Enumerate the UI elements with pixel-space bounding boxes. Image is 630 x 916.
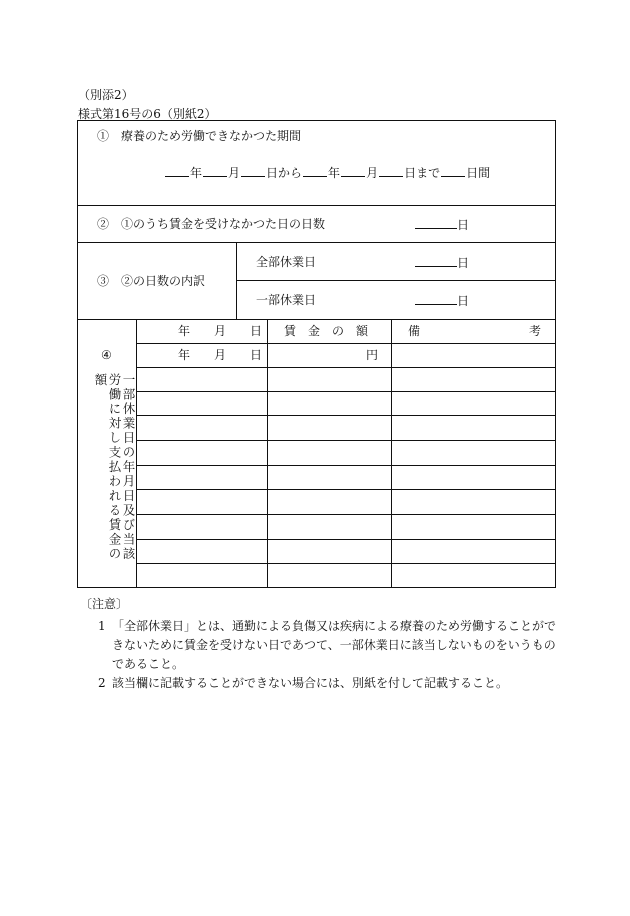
column-divider [136,319,137,587]
note-number: 2 [98,676,106,690]
row-divider [136,367,555,368]
unit-month: 月 [214,348,227,362]
row-divider [136,539,555,540]
row-divider [136,415,555,416]
section2-days-blank[interactable] [415,217,457,229]
column-divider [236,242,237,319]
year-blank[interactable] [165,165,189,177]
col-header-wage: 賃 金 の 額 [284,324,369,338]
month-blank[interactable] [203,165,227,177]
note-text: 該当欄に記載することができない場合には、別紙を付して記載すること。 [112,676,509,690]
day-blank[interactable] [241,165,265,177]
section2-days-field [415,217,469,232]
row-divider [78,319,555,320]
note-item [80,674,560,693]
row-divider [78,205,555,206]
unit-yen: 円 [366,348,379,362]
full-leave-unit: 日 [457,256,470,270]
partial-leave-unit: 日 [457,294,470,308]
full-leave-label: 全部休業日 [256,255,317,269]
note-item [80,617,560,674]
section1-label: ① 療養のため労働できなかつた期間 [97,129,302,143]
section4-number: ④ [101,348,112,362]
section1-period [164,165,490,180]
form-title: 様式第16号の6（別紙2） [78,107,217,121]
row-divider [136,391,555,392]
row-divider [78,242,555,243]
year-label: 年 [328,166,341,180]
days-blank[interactable] [441,165,465,177]
day-until-label: 日まで [404,166,441,180]
partial-leave-field [415,293,469,308]
row-divider [136,563,555,564]
column-divider [267,319,268,587]
month-label: 月 [228,166,241,180]
row-divider [136,343,555,344]
note-number: 1 [98,619,106,633]
form-table [77,120,556,588]
section2-unit: 日 [457,218,470,232]
full-leave-field [415,255,469,270]
day-from-label: 日から [266,166,303,180]
col-header-day: 日 [250,324,263,338]
col-header-remarks-right: 考 [529,324,542,338]
year-blank[interactable] [303,165,327,177]
unit-day: 日 [250,348,263,362]
section4-vertical-label: 一部休業日の年月日及び当該労働に対し支払われる賃金の額 [93,373,136,562]
section3-label: ③ ②の日数の内訳 [97,274,206,288]
section2-label: ② ①のうち賃金を受けなかつた日の日数 [97,217,326,231]
col-header-year: 年 [178,324,191,338]
full-leave-days-blank[interactable] [415,255,457,267]
unit-year: 年 [178,348,191,362]
row-divider [236,280,555,281]
month-blank[interactable] [341,165,365,177]
column-divider [391,319,392,587]
col-header-month: 月 [214,324,227,338]
row-divider [136,489,555,490]
year-label: 年 [190,166,203,180]
row-divider [136,514,555,515]
month-label: 月 [366,166,379,180]
notes-section [80,595,560,693]
note-text: 「全部休業日」とは、通勤による負傷又は疾病による療養のため労働することができないために賃金を受けない日であつて、一部休業日に該当しないものをいうものであること。 [112,619,557,671]
notes-title: 〔注意〕 [80,597,129,611]
days-label: 日間 [466,166,491,180]
partial-leave-days-blank[interactable] [415,293,457,305]
attachment-label: （別添2） [78,88,134,102]
day-blank[interactable] [379,165,403,177]
col-header-remarks-left: 備 [408,324,421,338]
row-divider [136,465,555,466]
row-divider [136,440,555,441]
partial-leave-label: 一部休業日 [256,293,317,307]
